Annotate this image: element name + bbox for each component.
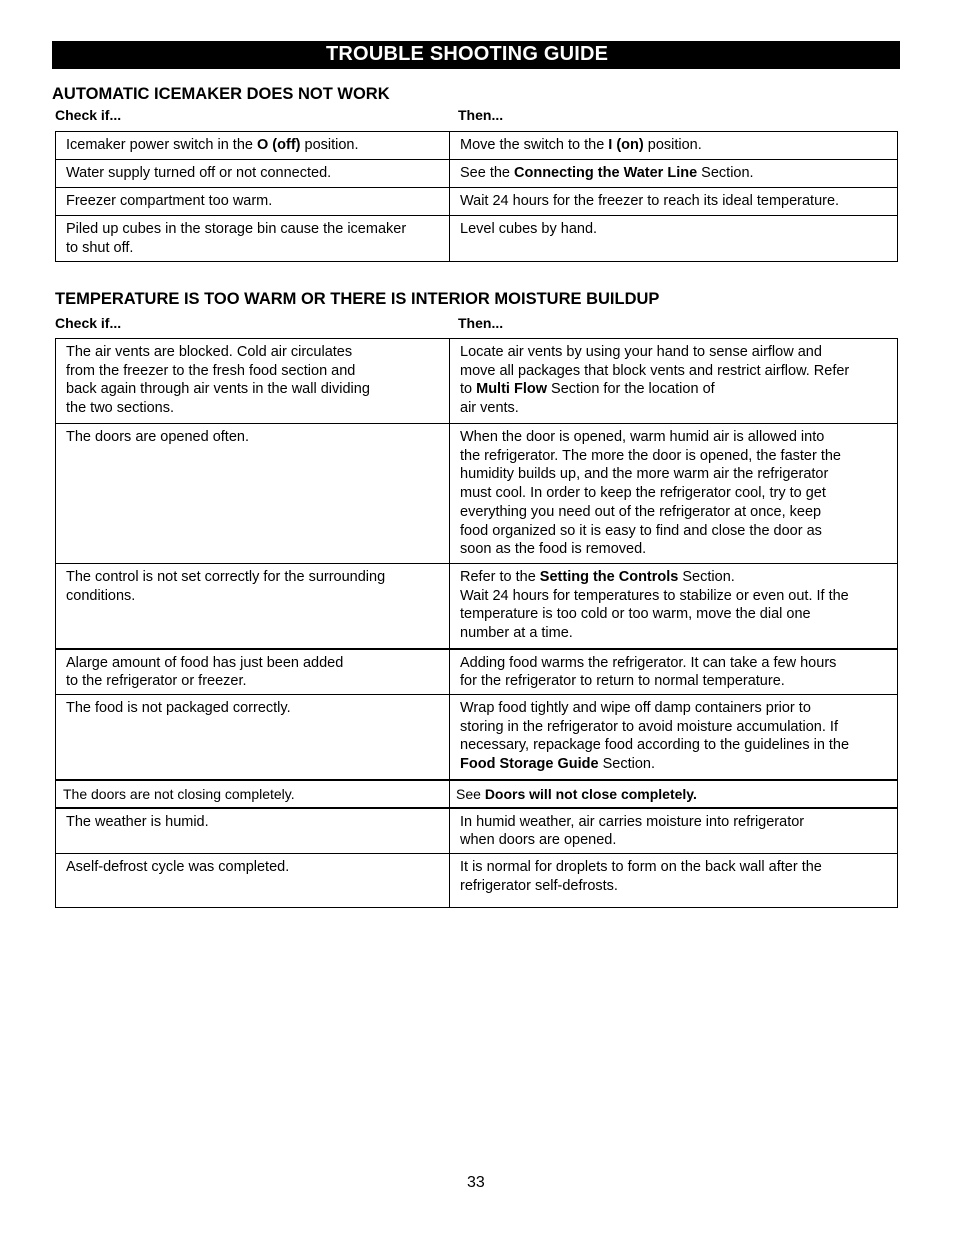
then-cell: Adding food warms the refrigerator. It can take a few hours for the refrigerator to return to normal temperature. <box>450 649 898 695</box>
table-row <box>56 808 898 854</box>
then-cell: See the Connecting the Water Line Section. <box>450 160 898 188</box>
section-title-icemaker: AUTOMATIC ICEMAKER DOES NOT WORK <box>52 85 390 103</box>
table-row <box>56 424 898 564</box>
then-cell: In humid weather, air carries moisture into refrigerator when doors are opened. <box>450 808 898 854</box>
check-cell: The food is not packaged correctly. <box>56 695 450 780</box>
table-row <box>56 695 898 780</box>
check-cell: Icemaker power switch in the O (off) position. <box>56 132 450 160</box>
table-row <box>56 564 898 649</box>
page-title: TROUBLE SHOOTING GUIDE <box>326 43 609 65</box>
table-row <box>56 780 898 808</box>
table-row <box>56 339 898 424</box>
check-cell: The air vents are blocked. Cold air circulates from the freezer to the fresh food section and back again through air vents in the wall dividing the two sections. <box>56 339 450 424</box>
check-cell: The doors are opened often. <box>56 424 450 564</box>
then-cell: Refer to the Setting the Controls Section. Wait 24 hours for temperatures to stabilize or even out. If the temperature is too cold or too warm, move the dial one number at a time. <box>450 564 898 649</box>
check-cell: The weather is humid. <box>56 808 450 854</box>
table-row <box>56 216 898 262</box>
check-cell: Water supply turned off or not connected. <box>56 160 450 188</box>
check-cell: The doors are not closing completely. <box>56 780 450 808</box>
temperature-table <box>55 338 898 908</box>
page-number: 33 <box>467 1174 485 1191</box>
then-cell: It is normal for droplets to form on the back wall after the refrigerator self-defrosts. <box>450 854 898 908</box>
table-row <box>56 649 898 695</box>
section-title-temperature: TEMPERATURE IS TOO WARM OR THERE IS INTERIOR MOISTURE BUILDUP <box>55 290 660 308</box>
check-cell: Alarge amount of food has just been added to the refrigerator or freezer. <box>56 649 450 695</box>
then-header: Then... <box>458 107 504 123</box>
then-cell: When the door is opened, warm humid air is allowed into the refrigerator. The more the door is opened, the faster the humidity builds up, and the more warm air the refrigerator must cool. In order to keep the refrigerator cool, try to get everything you need out of the refrigerator at once, keep food organized so it is easy to find and close the door as soon as the food is removed. <box>450 424 898 564</box>
table-row <box>56 188 898 216</box>
check-cell: Freezer compartment too warm. <box>56 188 450 216</box>
check-cell: Aself-defrost cycle was completed. <box>56 854 450 908</box>
then-cell: Move the switch to the I (on) position. <box>450 132 898 160</box>
then-cell: Level cubes by hand. <box>450 216 898 262</box>
title-banner <box>52 41 900 69</box>
then-cell: See Doors will not close completely. <box>450 780 898 808</box>
check-if-header: Check if... <box>55 315 122 331</box>
table-row <box>56 132 898 160</box>
then-cell: Wrap food tightly and wipe off damp containers prior to storing in the refrigerator to avoid moisture accumulation. If necessary, repackage food according to the guidelines in the Food Storage Guide Section. <box>450 695 898 780</box>
table-row <box>56 160 898 188</box>
check-if-header: Check if... <box>55 107 122 123</box>
then-header: Then... <box>458 315 504 331</box>
check-cell: Piled up cubes in the storage bin cause the icemaker to shut off. <box>56 216 450 262</box>
then-cell: Wait 24 hours for the freezer to reach its ideal temperature. <box>450 188 898 216</box>
table-row <box>56 854 898 908</box>
check-cell: The control is not set correctly for the surrounding conditions. <box>56 564 450 649</box>
then-cell: Locate air vents by using your hand to sense airflow and move all packages that block vents and restrict airflow. Refer to Multi Flow Section for the location of air vents. <box>450 339 898 424</box>
icemaker-table <box>55 131 898 262</box>
